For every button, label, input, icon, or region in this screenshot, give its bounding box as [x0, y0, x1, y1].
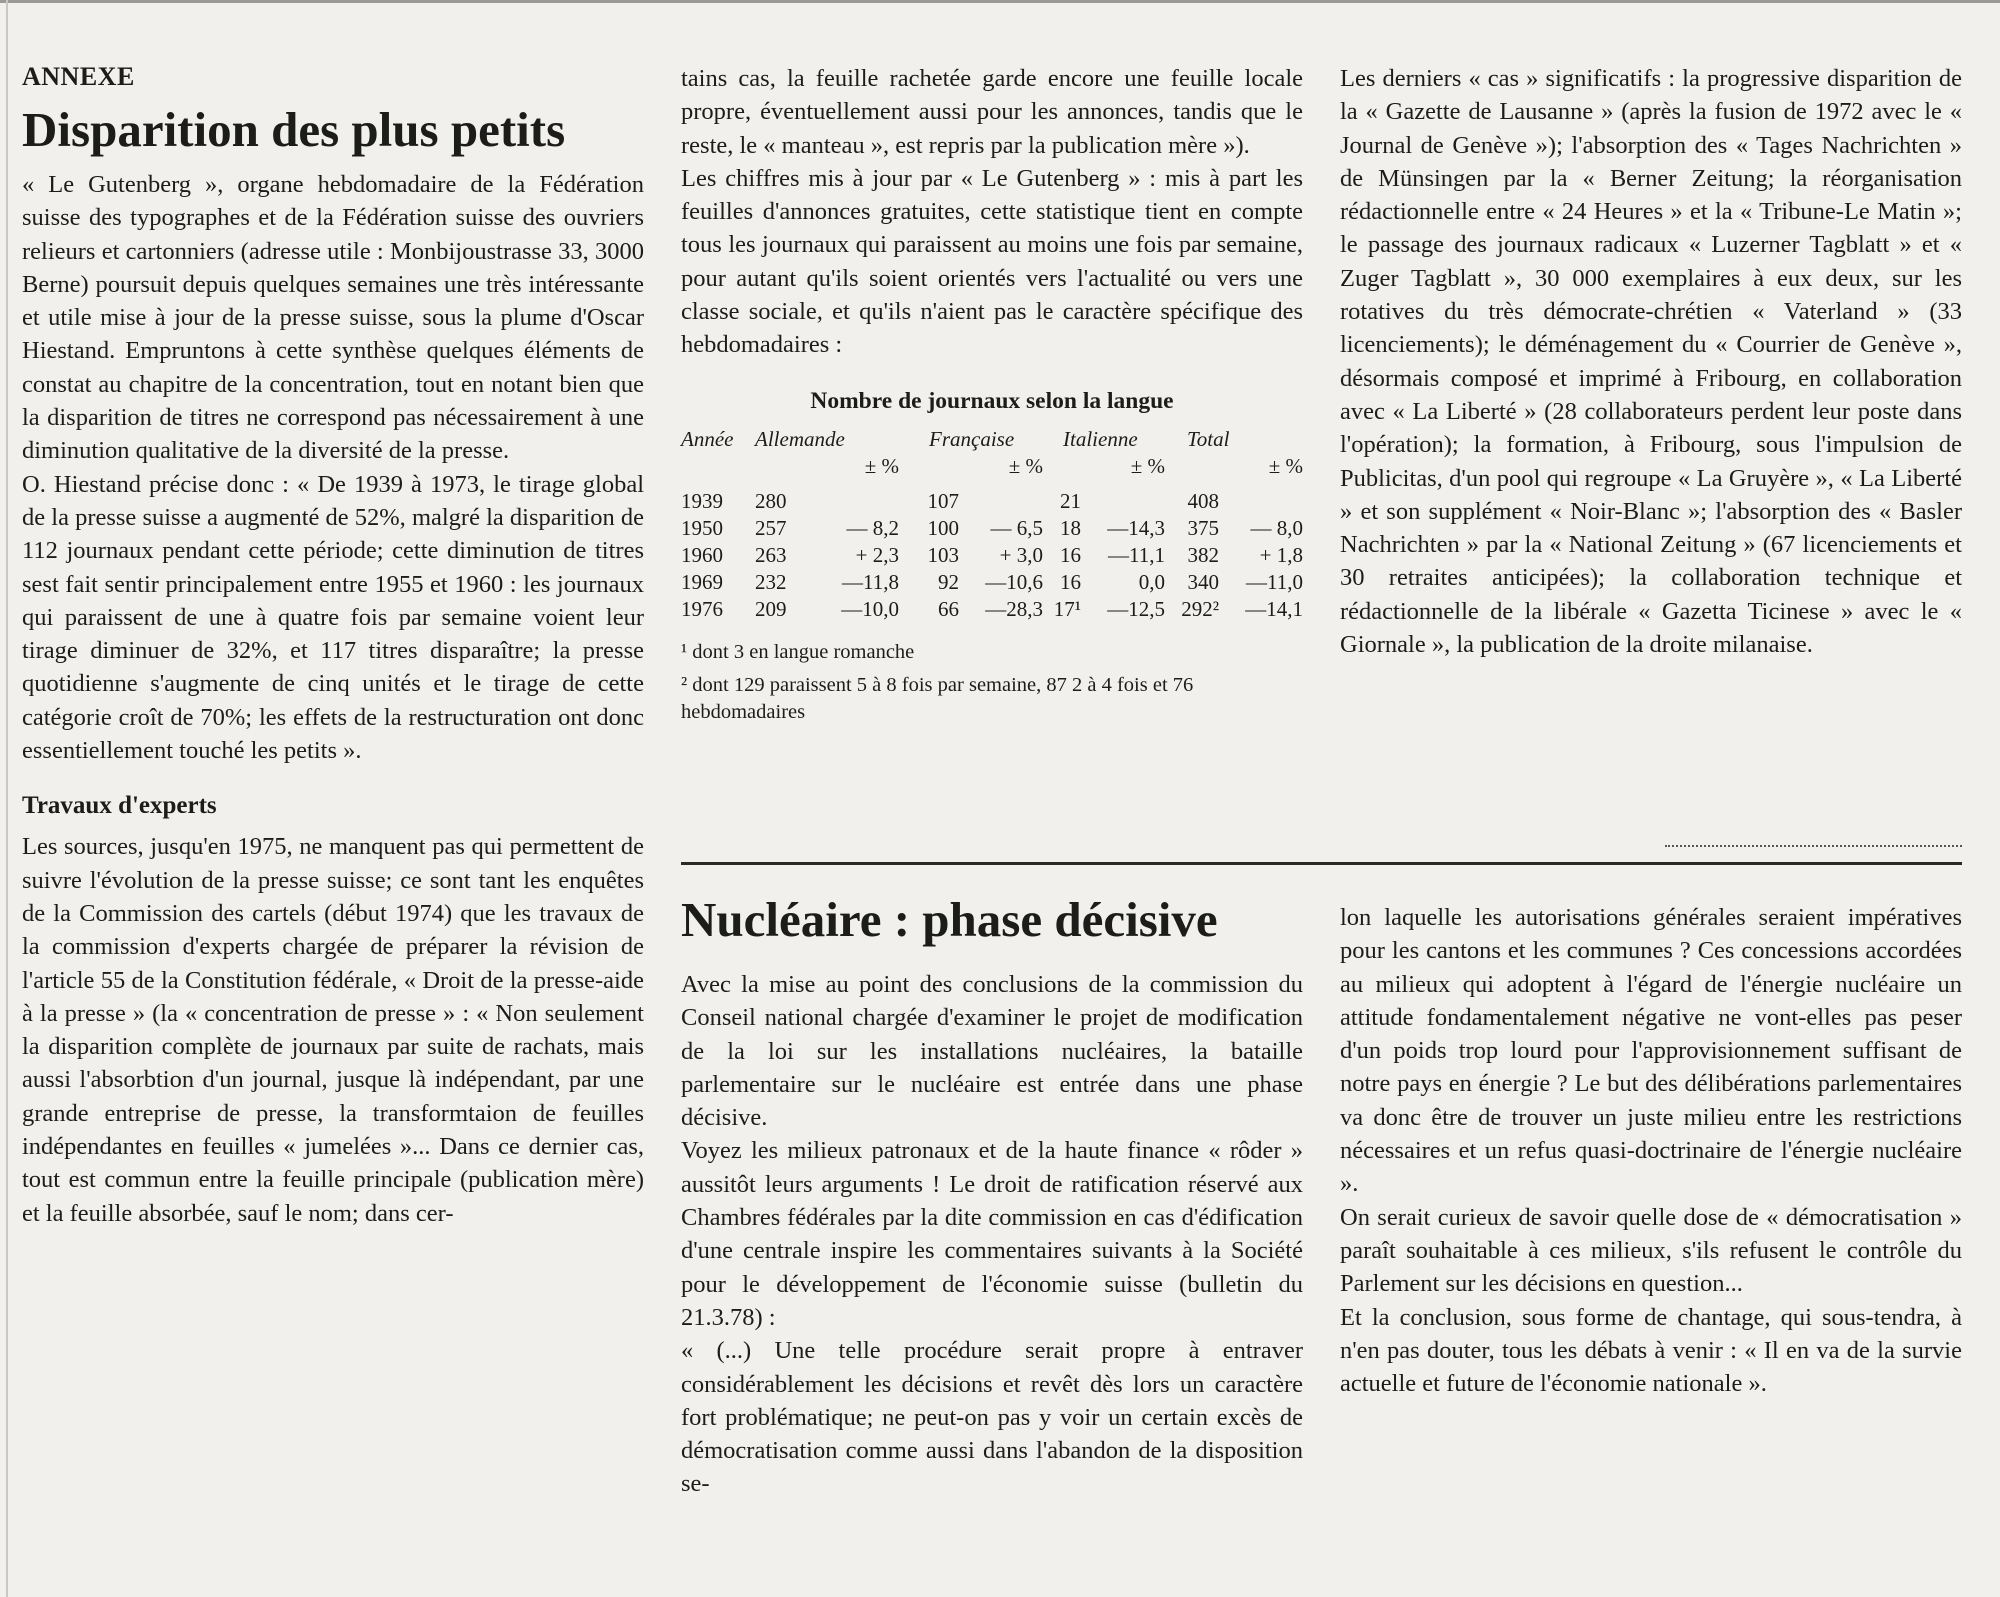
paragraph: Et la conclusion, sous forme de chantage, qui sous-tendra, à n'en pas douter, tous les débats à venir : « Il en va de la survie actuelle et future de l'économie nationale ».	[1340, 1303, 1962, 1398]
paragraph: « (...) Une telle procédure serait propre à entraver considérablement les décisions et revêt dès lors un caractère fort problématique; ne peut-on pas y voir un certain excès de démocratisation comme aussi dans l'abandon de la disposition se-	[681, 1337, 1303, 1498]
table-row	[681, 542, 1303, 569]
cell: 21	[1060, 488, 1081, 513]
cell: 1969	[681, 569, 723, 594]
cell: 18	[1060, 515, 1081, 540]
paragraph: lon laquelle les autorisations générales seraient impératives pour les cantons et les communes ? Ces concessions accordées au milieux qui adoptent à l'égard de l'énergie nucléaire un attitude fondamentalement négative ne vont-elles pas peser d'un poids trop lourd pour l'approvisionnement suffisant de notre pays en énergie ? Le but des délibérations parlementaires va donc être de trouver un juste milieu entre les restrictions nécessaires et un refus quasi-doctrinaire de l'énergie nucléaire ».	[1340, 904, 1962, 1198]
dotted-divider	[1665, 845, 1962, 848]
header-italian: Italienne	[1063, 426, 1138, 451]
column-4	[681, 968, 1303, 1501]
cell: 408	[1187, 488, 1219, 513]
left-border	[6, 0, 8, 1597]
column-2	[681, 62, 1303, 726]
cell: — 8,2	[846, 515, 899, 540]
table-row	[681, 596, 1303, 623]
header-year: Année	[681, 426, 734, 451]
cell: 232	[755, 569, 787, 594]
paragraph: Les sources, jusqu'en 1975, ne manquent pas qui permettent de suivre l'évolution de la presse suisse; ce sont tant les enquêtes de la Commission des cartels (début 1974) que les travaux de la commission d'experts chargée de préparer la révision de l'article 55 de la Constitution fédérale, « Droit de la presse-aide à la presse » (la « concentration de presse » : « Non seulement la disparition complète de journaux par suite de rachats, mais aussi l'absorbtion d'un journal, jusque là indépendant, par une grande entreprise de presse, la transformtaion de feuilles indépendantes en feuilles « jumelées »... Dans ce dernier cas, tout est commun entre la feuille principale (publication mère) et la feuille absorbée, sauf le nom; dans cer-	[22, 833, 644, 1227]
subheading: Travaux d'experts	[22, 792, 217, 820]
cell	[1219, 488, 1303, 515]
cell: — 8,0	[1250, 515, 1303, 540]
cell: —11,8	[842, 569, 899, 594]
footnote-1: ¹ dont 3 en langue romanche	[681, 640, 915, 663]
cell: 107	[927, 488, 959, 513]
cell: —28,3	[985, 596, 1043, 621]
cell: + 1,8	[1259, 542, 1303, 567]
cell: 1950	[681, 515, 723, 540]
cell: —12,5	[1107, 596, 1165, 621]
cell: 16	[1060, 569, 1081, 594]
cell: 292²	[1181, 596, 1219, 621]
cell: 382	[1187, 542, 1219, 567]
header-german: Allemande	[755, 426, 845, 451]
table-row	[681, 569, 1303, 596]
cell: 100	[927, 515, 959, 540]
cell: + 2,3	[855, 542, 899, 567]
stats-table-block	[681, 386, 1303, 726]
paragraph: Les chiffres mis à jour par « Le Gutenberg » : mis à part les feuilles d'annonces gratuites, cette statistique tient en compte tous les journaux qui paraissent au moins une fois par semaine, pour autant qu'ils soient orientés vers l'actualité ou vers une classe sociale, et qu'ils n'aient pas le caractère spécifique des hebdomadaires :	[681, 164, 1303, 359]
column-3	[1340, 62, 1962, 661]
column-5	[1340, 901, 1962, 1400]
article-title-2: Nucléaire : phase décisive	[681, 892, 1218, 947]
cell: 1960	[681, 542, 723, 567]
cell: 1939	[681, 488, 723, 513]
pm-label: ± %	[1008, 453, 1043, 478]
paragraph: Voyez les milieux patronaux et de la haute finance « rôder » aussitôt leurs arguments ! Le droit de ratification réservé aux Chambres fédérales par la dite commission en cas d'édification d'une centrale inspire les commentaires suivants à la Société pour le développement de l'économie suisse (bulletin du 21.3.78) :	[681, 1137, 1303, 1331]
top-border	[0, 0, 2000, 3]
cell	[1081, 488, 1165, 515]
cell: 0,0	[1138, 569, 1165, 594]
cell: 66	[938, 596, 959, 621]
paragraph: O. Hiestand précise donc : « De 1939 à 1973, le tirage global de la presse suisse a augmenté de 52%, malgré la disparition de 112 journaux pendant cette période; cette diminution de titres sest fait sentir principalement entre 1955 et 1960 : les journaux qui paraissent de une à quatre fois par semaine voient leur tirage diminuer de 32%, et 117 titres disparaître; la presse quotidienne s'augmente de cinq unités et le tirage de cette catégorie croît de 70%; les effets de la restructuration ont donc essentiellement touché les petits ».	[22, 470, 644, 765]
section-kicker: ANNEXE	[22, 62, 135, 91]
pm-label: ± %	[864, 453, 899, 478]
pm-label: ± %	[1130, 453, 1165, 478]
table-row	[681, 488, 1303, 515]
table-row	[681, 515, 1303, 542]
pm-label: ± %	[1268, 453, 1303, 478]
cell: — 6,5	[990, 515, 1043, 540]
cell: 375	[1187, 515, 1219, 540]
column-1	[22, 62, 644, 1230]
paragraph: Avec la mise au point des conclusions de la commission du Conseil national chargée d'examiner le projet de modification de la loi sur les installations nucléaires, la bataille parlementaire sur le nucléaire est entrée dans une phase décisive.	[681, 971, 1303, 1132]
header-french: Française	[929, 426, 1015, 451]
cell: 103	[927, 542, 959, 567]
table-header-row	[681, 426, 1303, 453]
cell: —14,1	[1245, 596, 1303, 621]
paragraph: tains cas, la feuille rachetée garde encore une feuille locale propre, éventuellement aussi pour les annonces, tandis que le reste, le « manteau », est repris par la publication mère »).	[681, 65, 1303, 159]
cell: 16	[1060, 542, 1081, 567]
cell: 17¹	[1053, 596, 1081, 621]
cell: 92	[938, 569, 959, 594]
cell: 209	[755, 596, 787, 621]
cell: —11,0	[1246, 569, 1303, 594]
section-divider	[681, 862, 1962, 865]
cell	[815, 488, 899, 515]
footnote-2: ² dont 129 paraissent 5 à 8 fois par semaine, 87 2 à 4 fois et 76 hebdomadaires	[681, 673, 1194, 723]
table-subheader-row	[681, 453, 1303, 480]
cell: —10,6	[985, 569, 1043, 594]
cell: —11,1	[1108, 542, 1165, 567]
header-total: Total	[1187, 426, 1230, 451]
cell: —10,0	[841, 596, 899, 621]
cell: + 3,0	[999, 542, 1043, 567]
cell: 280	[755, 488, 787, 513]
paragraph: « Le Gutenberg », organe hebdomadaire de la Fédération suisse des typographes et de la Fédération suisse des ouvriers relieurs et cartonniers (adresse utile : Monbijoustrasse 33, 3000 Berne) poursuit depuis quelques semaines une très intéressante et utile mise à jour de la presse suisse, sous la plume d'Oscar Hiestand. Empruntons à cette synthèse quelques éléments de constat au chapitre de la concentration, tout en notant bien que la disparition de titres ne correspond pas nécessairement à une diminution qualitative de la diversité de la presse.	[22, 171, 644, 465]
cell: 340	[1187, 569, 1219, 594]
paragraph: Les derniers « cas » significatifs : la progressive disparition de la « Gazette de Lausanne » (après la fusion de 1972 avec le « Journal de Genève »); l'absorption des « Tages Nachrichten » de Münsingen par la « Berner Zeitung; la réorganisation rédactionnelle entre « 24 Heures » et la « Tribune-Le Matin »; le passage des journaux radicaux « Luzerner Tagblatt » et « Zuger Tagblatt », 30 000 exemplaires à eux deux, sur les rotatives du très démocrate-chrétien « Vaterland » (33 licenciements); le déménagement du « Courrier de Genève », désormais composé et imprimé à Fribourg, en collaboration avec « La Liberté » (28 collaborateurs perdent leur poste dans l'opération); la formation, à Fribourg, sous l'impulsion de Publicitas, d'un pool qui regroupe « La Gruyère », « La Liberté » et son supplément « Noir-Blanc »; l'absorption des « Basler Nachrichten » par la « National Zeitung » (67 licenciements et 30 retraites anticipées); la collaboration technique et rédactionnelle de la libérale « Gazetta Ticinese » avec le « Giornale », la publication de la droite milanaise.	[1340, 65, 1962, 659]
cell: 263	[755, 542, 787, 567]
cell: —14,3	[1107, 515, 1165, 540]
cell	[959, 488, 1043, 515]
table-title: Nombre de journaux selon la langue	[810, 387, 1174, 414]
cell: 1976	[681, 596, 723, 621]
stats-table	[681, 426, 1303, 623]
paragraph: On serait curieux de savoir quelle dose de « démocratisation » paraît souhaitable à ces milieux, s'ils refusent le contrôle du Parlement sur les décisions en question...	[1340, 1203, 1962, 1298]
article-title: Disparition des plus petits	[22, 102, 566, 157]
cell: 257	[755, 515, 787, 540]
